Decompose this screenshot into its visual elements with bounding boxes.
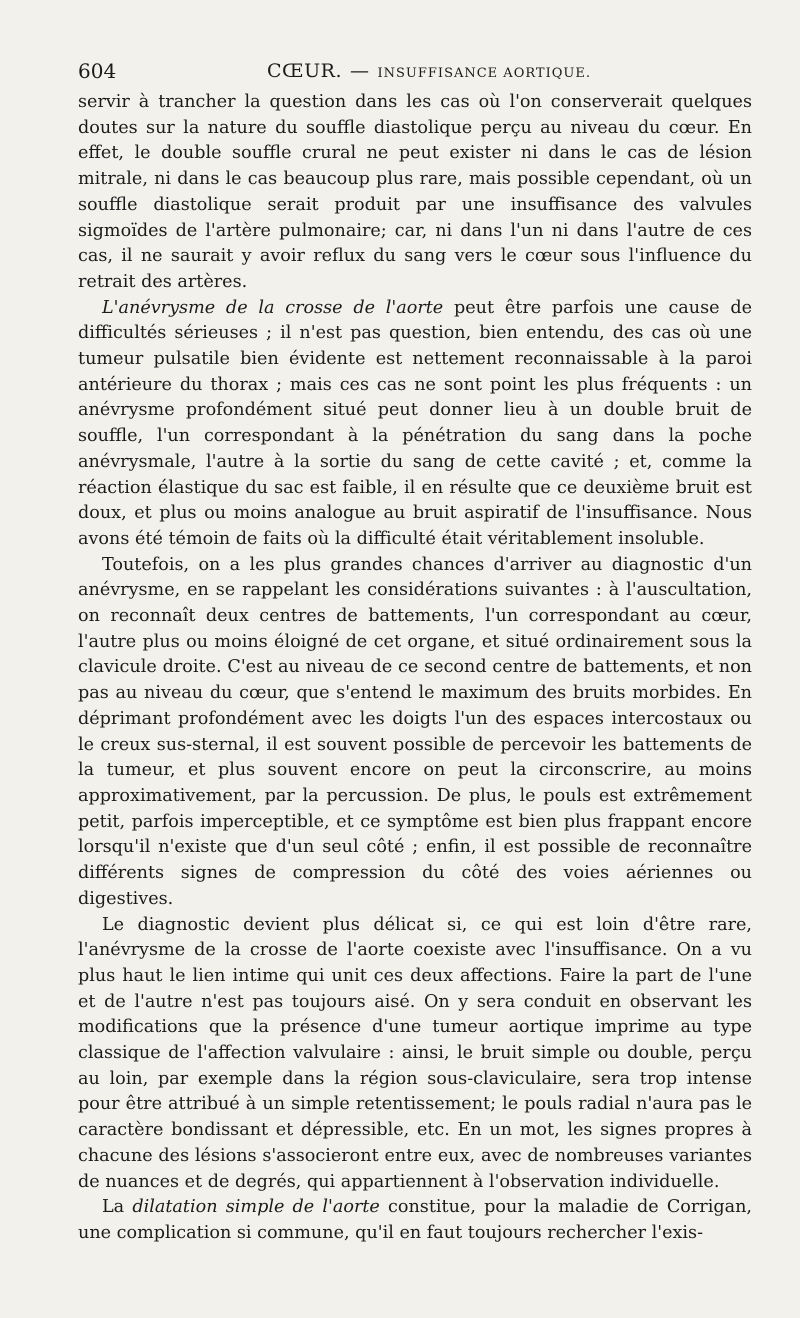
paragraph [78, 90, 752, 296]
paragraph-lead: La [102, 1197, 133, 1218]
title-separator: — [350, 60, 370, 82]
section-title: INSUFFISANCE AORTIQUE. [377, 66, 591, 81]
paragraph [78, 913, 752, 1196]
italic-phrase: dilatation simple de l'aorte [132, 1197, 380, 1218]
paragraph-text: servir à trancher la question dans les cas où l'on conserverait quelques doutes sur la nature du souffle diastolique perçu au niveau du cœur. En effet, le double souffle crural ne peut exister ni dans le cas de lésion mitrale, ni dans le cas beaucoup plus rare, mais possible cependant, où un souffle diastolique serait produit par une insuffisance des valvules sigmoïdes de l'artère pulmonaire; car, ni dans l'un ni dans l'autre de ces cas, il ne saurait y avoir reflux du sang vers le cœur sous l'influence du retrait des artères. [78, 92, 752, 292]
running-title [267, 56, 591, 89]
book-page [78, 56, 752, 1247]
body-text [78, 90, 752, 1247]
paragraph-text: peut être parfois une cause de difficultés sérieuses ; il n'est pas question, bien entendu, des cas où une tumeur pulsatile bien évidente est nettement reconnaissable à la paroi antérieure du thorax ; mais ces cas ne sont point les plus fréquents : un anévrysme profondément situé peut donner lieu à un double bruit de souffle, l'un correspondant à la pénétration du sang dans la poche anévrysmale, l'autre à la sortie du sang de cette cavité ; et, comme la réaction élastique du sac est faible, il en résulte que ce deuxième bruit est doux, et plus ou moins analogue au bruit aspiratif de l'insuffisance. Nous avons été témoin de faits où la difficulté était véritablement insoluble. [78, 297, 752, 549]
italic-phrase: L'anévrysme de la crosse de l'aorte [102, 297, 444, 318]
paragraph [78, 1195, 752, 1246]
paragraph-text: Toutefois, on a les plus grandes chances d'arriver au diagnostic d'un anévrysme, en se rappelant les considérations suivantes : à l'auscultation, on reconnaît deux centres de battements, l'un correspondant au cœur, l'autre plus ou moins éloigné de cet organe, et situé ordinairement sous la clavicule droite. C'est au niveau de ce second centre de battements, et non pas au niveau du cœur, que s'entend le maximum des bruits morbides. En déprimant profondément avec les doigts l'un des espaces intercostaux ou le creux sus-sternal, il est souvent possible de percevoir les battements de la tumeur, et plus souvent encore on peut la circonscrire, au moins approximativement, par la percussion. De plus, le pouls est extrêmement petit, parfois imperceptible, et ce symptôme est bien plus frappant encore lorsqu'il n'existe que d'un seul côté ; enfin, il est possible de reconnaître différents signes de compression du côté des voies aériennes ou digestives. [78, 554, 752, 909]
page-number: 604 [78, 59, 117, 83]
running-head [78, 56, 752, 86]
paragraph-text: Le diagnostic devient plus délicat si, ce qui est loin d'être rare, l'anévrysme de la crosse de l'aorte coexiste avec l'insuffisance. On a vu plus haut le lien intime qui unit ces deux affections. Faire la part de l'une et de l'autre n'est pas toujours aisé. On y sera conduit en observant les modifications que la présence d'une tumeur aortique imprime au type classique de l'affection valvulaire : ainsi, le bruit simple ou double, perçu au loin, par exemple dans la région sous-claviculaire, sera trop intense pour être attribué à un simple retentissement; le pouls radial n'aura pas le caractère bondissant et dépressible, etc. En un mot, les signes propres à chacune des lésions s'associeront entre eux, avec de nombreuses variantes de nuances et de degrés, qui appartiennent à l'observation individuelle. [78, 914, 752, 1192]
paragraph [78, 553, 752, 913]
paragraph-text: constitue, pour la maladie de Corrigan, une complication si commune, qu'il en faut toujours rechercher l'exis- [78, 1197, 752, 1243]
chapter-title: CŒUR. [267, 60, 343, 82]
paragraph [78, 296, 752, 553]
